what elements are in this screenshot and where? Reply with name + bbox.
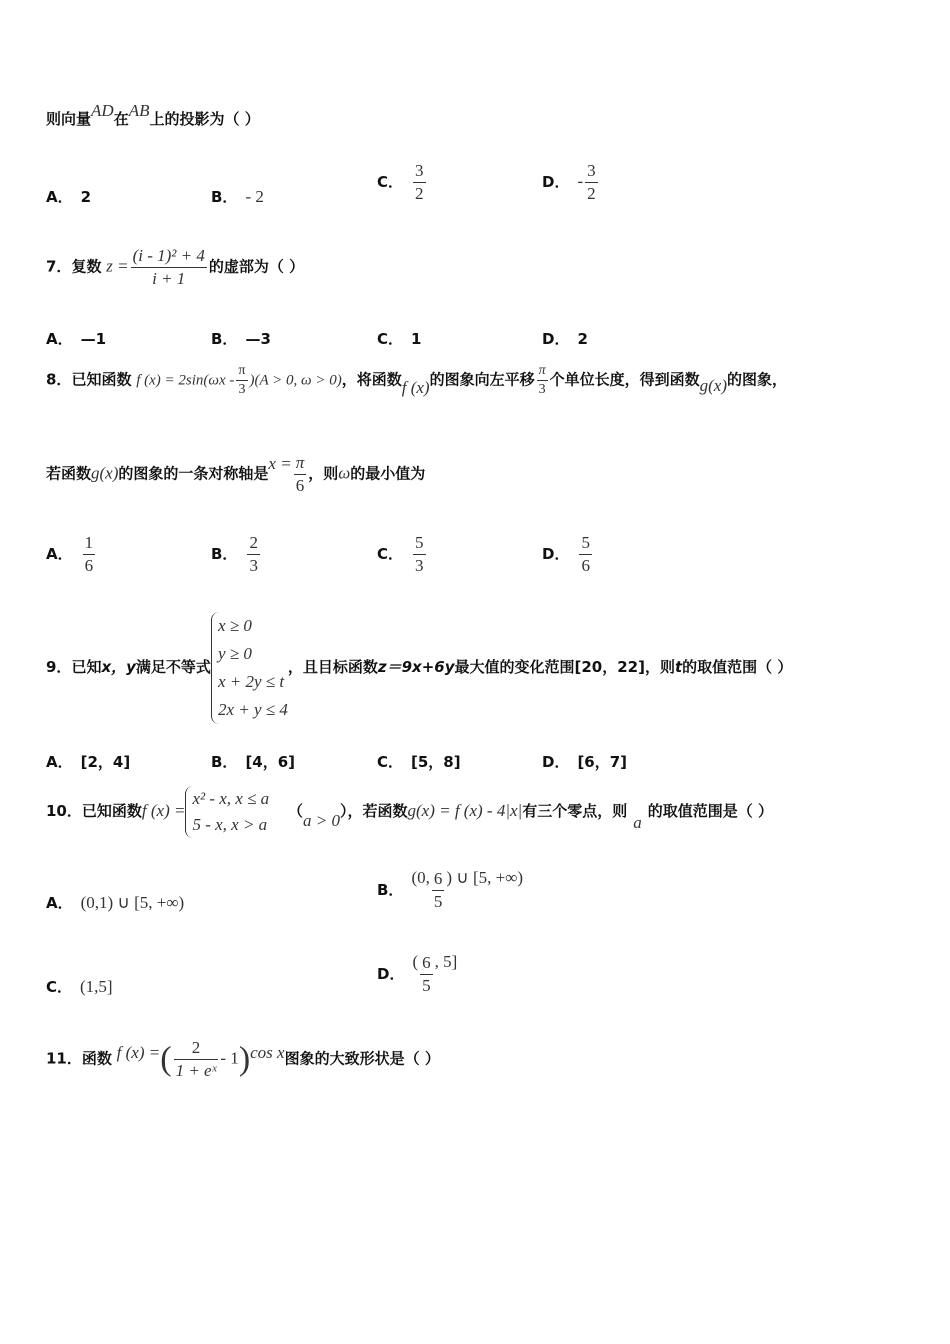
fraction: $\frac{2}{3}$ bbox=[249, 533, 258, 575]
q7-option-b[interactable]: B． —3 bbox=[211, 330, 271, 348]
q7-option-a[interactable]: A． —1 bbox=[46, 330, 107, 348]
fraction: $\frac{3}{2}$ bbox=[587, 161, 596, 203]
q8-option-a[interactable]: A． $\frac{1}{6}$ bbox=[46, 533, 94, 575]
fraction: $\frac{6}{5}$ bbox=[422, 953, 431, 995]
fraction: $\frac{\text{(i - 1)² + 4}}{i + 1}$ bbox=[132, 246, 205, 288]
q10-option-c[interactable]: C． (1,5] bbox=[46, 977, 113, 996]
fraction: $\frac{2}{\text{1 + eˣ}}$ bbox=[175, 1038, 217, 1080]
q8-stem-line1: 8．已知函数 f (x) = 2sin(ωx - $\frac{\pi}{3}$ )(A > 0, ω > 0)，将函数f (x)的图象向左平移 $\frac{\pi}{3}$ 个单位长度，得到函数g(x)的图象， bbox=[46, 363, 788, 397]
fraction: $\frac{3}{2}$ bbox=[415, 161, 424, 203]
fraction: $\frac{\pi}{3}$ bbox=[238, 363, 246, 397]
q6-option-d[interactable]: D． - $\frac{3}{2}$ bbox=[542, 161, 596, 203]
q6-option-b[interactable]: B． - 2 bbox=[211, 187, 264, 206]
q8-option-c[interactable]: C． $\frac{5}{3}$ bbox=[377, 533, 424, 575]
fraction: $\frac{\pi}{3}$ bbox=[538, 363, 546, 397]
q9-stem: 9．已知x，y满足不等式 x ≥ 0 y ≥ 0 x + 2y ≤ t 2x + y ≤ 4 ，且目标函数z＝9x+6y最大值的变化范围[20，22]，则t的取值范围（ ） bbox=[46, 612, 792, 724]
inequality-system: x ≥ 0 y ≥ 0 x + 2y ≤ t 2x + y ≤ 4 bbox=[211, 612, 288, 724]
q9-option-a[interactable]: A． [2，4] bbox=[46, 753, 131, 771]
q8-stem-line2: 若函数g(x)的图象的一条对称轴是x = $\frac{\pi}{6}$ ，则ω的最小值为 bbox=[46, 453, 426, 495]
fraction: $\frac{6}{5}$ bbox=[433, 869, 443, 911]
q9-option-c[interactable]: C． [5，8] bbox=[377, 753, 461, 771]
fraction: $\frac{5}{6}$ bbox=[581, 533, 590, 575]
q7-option-d[interactable]: D． 2 bbox=[542, 330, 588, 348]
q10-stem: 10．已知函数f (x) = x² - x, x ≤ a 5 - x, x > a （a > 0），若函数g(x) = f (x) - 4|x|有三个零点，则a的取值范围是（ ） bbox=[46, 786, 773, 838]
q8-option-d[interactable]: D． $\frac{5}{6}$ bbox=[542, 533, 590, 575]
piecewise-function: x² - x, x ≤ a 5 - x, x > a bbox=[185, 786, 269, 838]
fraction: $\frac{1}{6}$ bbox=[84, 533, 94, 575]
q6-option-a[interactable]: A． 2 bbox=[46, 188, 92, 206]
q7-stem: 7．复数 z = $\frac{\text{(i - 1)² + 4}}{i + 1}$ 的虚部为（ ） bbox=[46, 246, 305, 288]
q9-option-b[interactable]: B． [4，6] bbox=[211, 753, 296, 771]
q6-stem: 则向量AD在AB上的投影为（ ） bbox=[46, 101, 260, 128]
q10-option-b[interactable]: B．(0, $\frac{6}{5}$ ) ∪ [5, +∞) bbox=[377, 867, 523, 911]
fraction: $\frac{5}{3}$ bbox=[415, 533, 424, 575]
q11-stem: 11．函数 f (x) =( $\frac{2}{\text{1 + eˣ}}$ - 1)cos x图象的大致形状是（ ） bbox=[46, 1038, 440, 1080]
q10-option-a[interactable]: A． (0,1) ∪ [5, +∞) bbox=[46, 893, 185, 912]
q6-option-c[interactable]: C． $\frac{3}{2}$ bbox=[377, 161, 424, 203]
q8-option-b[interactable]: B． $\frac{2}{3}$ bbox=[211, 533, 258, 575]
q7-option-c[interactable]: C． 1 bbox=[377, 330, 422, 348]
q10-option-d[interactable]: D．( $\frac{6}{5}$ , 5] bbox=[377, 951, 458, 995]
q9-option-d[interactable]: D． [6，7] bbox=[542, 753, 628, 771]
fraction: $\frac{\pi}{6}$ bbox=[295, 453, 305, 495]
